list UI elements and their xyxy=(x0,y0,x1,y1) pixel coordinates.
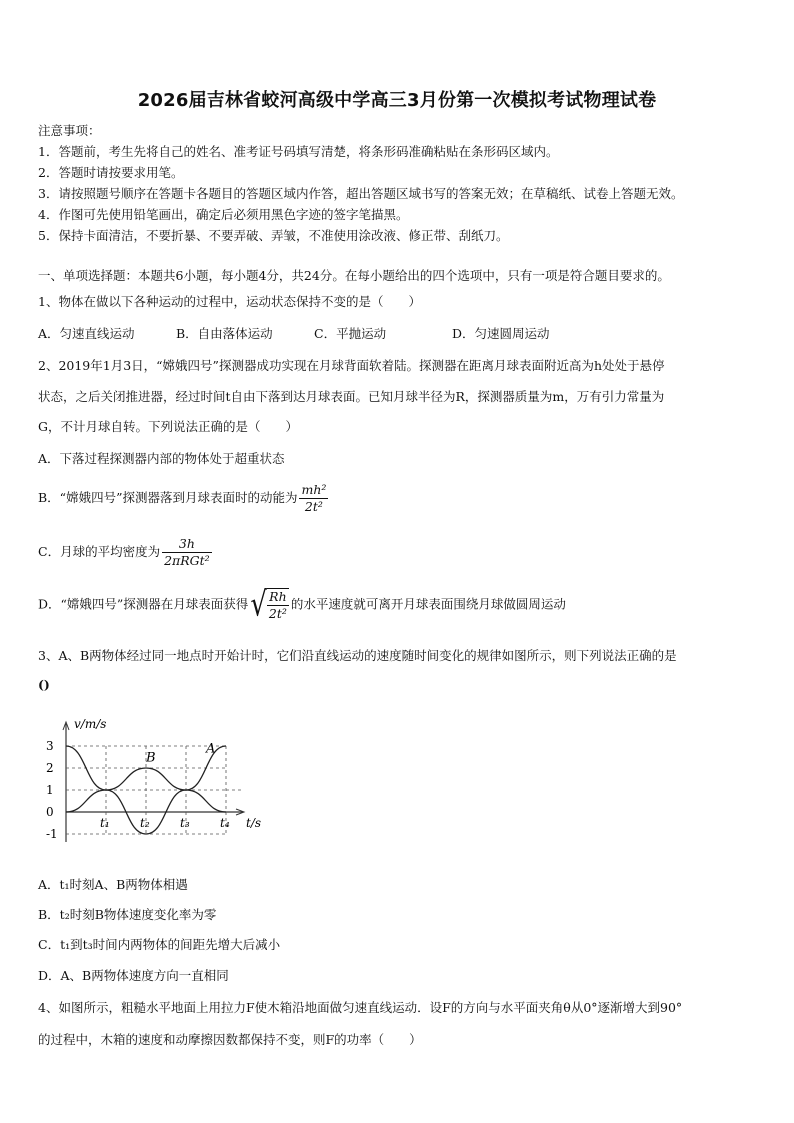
numerator: 3h xyxy=(162,536,212,553)
notes-heading: 注意事项： xyxy=(38,123,101,138)
y-tick-label: 2 xyxy=(46,761,54,775)
option-b: B．t₂时刻B物体速度变化率为零 xyxy=(38,907,217,922)
option-b: B．自由落体运动 xyxy=(176,326,273,341)
question-2-line: 2、2019年1月3日，“嫦娥四号”探测器成功实现在月球背面软着陆。探测器在距离月球表面附近高为h处处于悬停 xyxy=(38,358,665,373)
page-title: 2026届吉林省蛟河高级中学高三3月份第一次模拟考试物理试卷 xyxy=(137,90,657,111)
y-tick-label: -1 xyxy=(46,827,58,841)
y-tick-label: 3 xyxy=(46,739,54,753)
option-d: D．A、B两物体速度方向一直相同 xyxy=(38,968,229,983)
question-1-options xyxy=(38,324,550,342)
option-c xyxy=(38,536,214,569)
denominator: 2t² xyxy=(304,499,323,514)
option-a: A．下落过程探测器内部的物体处于超重状态 xyxy=(38,451,285,466)
question-4-line: 的过程中，木箱的速度和动摩擦因数都保持不变，则F的功率（ ） xyxy=(38,1032,422,1047)
numerator: Rh xyxy=(267,589,289,606)
x-tick-label: t₁ xyxy=(100,816,110,830)
note-item: 3．请按照题号顺序在答题卡各题目的答题区域内作答，超出答题区域书写的答案无效；在草稿纸、试卷上答题无效。 xyxy=(38,186,684,201)
question-4-line: 4、如图所示，粗糙水平地面上用拉力F使木箱沿地面做匀速直线运动．设F的方向与水平面夹角θ从0°逐渐增大到90° xyxy=(38,1000,683,1015)
option-a: A．匀速直线运动 xyxy=(38,326,135,341)
option-b xyxy=(38,482,330,515)
option-d-text: 的水平速度就可离开月球表面围绕月球做圆周运动 xyxy=(290,596,566,612)
option-d: D．匀速圆周运动 xyxy=(452,326,550,341)
question-3-line: 3、A、B两物体经过同一地点时开始计时，它们沿直线运动的速度随时间变化的规律如图所示，则下列说法正确的是 xyxy=(38,648,677,663)
numerator: mh² xyxy=(301,482,327,497)
option-b-text: B．“嫦娥四号”探测器落到月球表面时的动能为 xyxy=(38,490,298,505)
note-item: 2．答题时请按要求用笔。 xyxy=(38,165,184,180)
option-c: C．平抛运动 xyxy=(314,326,387,341)
option-a: A．t₁时刻A、B两物体相遇 xyxy=(38,877,188,892)
question-2-line: G，不计月球自转。下列说法正确的是（ ） xyxy=(38,419,298,434)
note-item: 1．答题前，考生先将自己的姓名、准考证号码填写清楚，将条形码准确粘贴在条形码区域内。 xyxy=(38,144,559,159)
x-axis-label: t/s xyxy=(246,816,262,830)
denominator: 2t² xyxy=(268,606,287,621)
formula-fraction xyxy=(299,482,328,515)
option-d xyxy=(38,585,566,625)
question-3-line: () xyxy=(38,677,50,692)
option-d-text: D．“嫦娥四号”探测器在月球表面获得 xyxy=(38,596,249,612)
series-label-a: A xyxy=(206,741,216,757)
y-tick-label: 0 xyxy=(46,805,54,819)
x-tick-label: t₃ xyxy=(180,816,190,830)
velocity-time-graph xyxy=(38,716,278,856)
series-label-b: B xyxy=(146,750,156,766)
note-item: 4．作图可先使用铅笔画出，确定后必须用黑色字迹的签字笔描黑。 xyxy=(38,207,409,222)
option-c-text: C．月球的平均密度为 xyxy=(38,544,161,559)
denominator: 2πRGt² xyxy=(164,553,210,568)
y-tick-label: 1 xyxy=(46,783,54,797)
note-item: 5．保持卡面清洁，不要折暴、不要弄破、弄皱，不准使用涂改液、修正带、刮纸刀。 xyxy=(38,228,509,243)
option-c: C．t₁到t₃时间内两物体的间距先增大后减小 xyxy=(38,937,281,952)
x-tick-label: t₂ xyxy=(140,816,150,830)
y-axis-label: v/m/s xyxy=(74,717,107,731)
section-heading: 一、单项选择题：本题共6小题，每小题4分，共24分。在每小题给出的四个选项中，只有一项是符合题目要求的。 xyxy=(38,268,670,283)
question-1-stem: 1、物体在做以下各种运动的过程中，运动状态保持不变的是（ ） xyxy=(38,294,421,309)
formula-fraction xyxy=(162,536,212,569)
question-2-line: 状态，之后关闭推进器，经过时间t自由下落到达月球表面。已知月球半径为R，探测器质量为m，万有引力常量为 xyxy=(38,389,665,404)
x-tick-label: t₄ xyxy=(220,816,230,830)
sqrt-symbol: √ $\frac{Rh}{\text{2t²}}$ xyxy=(250,585,287,625)
